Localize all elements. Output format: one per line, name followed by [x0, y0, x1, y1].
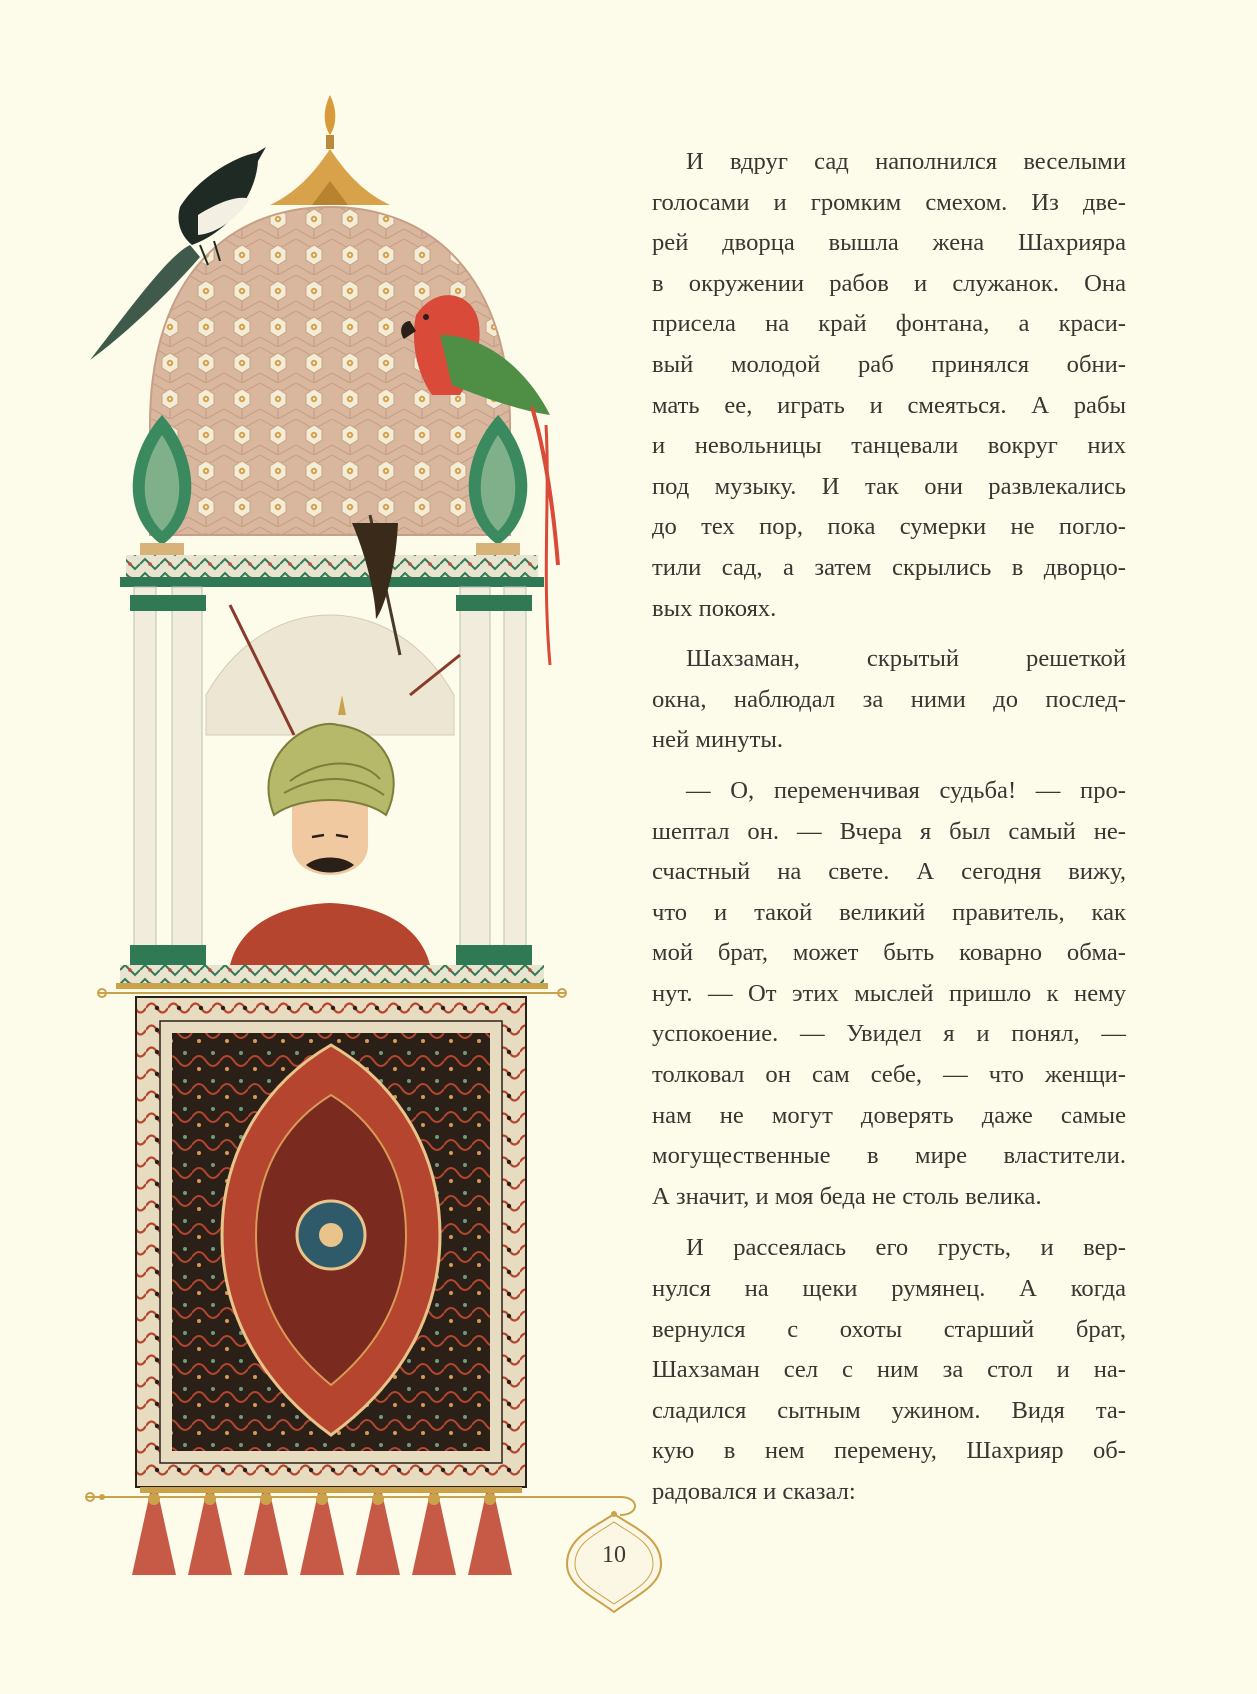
cornice-band — [120, 577, 544, 587]
text-line: сладился сытным ужином. Видя та- — [652, 1396, 1126, 1424]
text-line: И рассеялась его грусть, и вер- — [686, 1234, 1126, 1262]
text-line: успокоение. — Увидел я и понял, — — [652, 1020, 1126, 1048]
text-line: Шахзаман сел с ним за стол и на- — [652, 1356, 1126, 1384]
text-line: толковал он сам себе, — что женщи- — [652, 1061, 1126, 1089]
paragraph-4 — [652, 1228, 1126, 1512]
text-line: рей дворца вышла жена Шахрияра — [652, 229, 1126, 257]
text-line: радовался и сказал: — [652, 1478, 856, 1505]
sill-trim — [116, 983, 548, 989]
right-column — [456, 587, 532, 967]
paragraph-2 — [652, 639, 1126, 761]
text-line: Шахзаман, скрытый решеткой — [686, 645, 1126, 673]
text-line: мать ее, играть и смеяться. А рабы — [652, 391, 1126, 419]
text-line: присела на край фонтана, а краси- — [652, 310, 1126, 338]
carpet-tassels — [132, 1487, 522, 1575]
body-text — [652, 142, 1126, 1523]
palace-window-illustration — [80, 95, 640, 1615]
text-line: кую в нем перемену, Шахрияр об- — [652, 1437, 1126, 1465]
text-line: счастный на свете. А сегодня вижу, — [652, 858, 1126, 886]
text-line: вернулся с охоты старший брат, — [652, 1315, 1126, 1343]
text-line: тили сад, а затем скрылись в дворцо- — [652, 553, 1126, 581]
text-line: нулся на щеки румянец. А когда — [652, 1275, 1126, 1303]
text-line: нам не могут доверять даже самые — [652, 1101, 1126, 1129]
hanging-carpet — [136, 997, 526, 1487]
text-line: под музыку. И так они развлекались — [652, 472, 1126, 500]
upper-cornice — [126, 555, 538, 577]
text-line: И вдруг сад наполнился веселыми — [686, 148, 1126, 175]
paragraph-1 — [652, 142, 1126, 629]
text-line: А значит, и моя беда не столь велика. — [652, 1182, 1042, 1210]
text-line: — О, переменчивая судьба! — про- — [686, 776, 1126, 804]
page-number: 10 — [602, 1542, 626, 1568]
text-line: мой брат, может быть коварно обма- — [652, 939, 1126, 967]
text-line: могущественные в мире властители. — [652, 1142, 1126, 1170]
text-line: в окружении рабов и служанок. Она — [652, 269, 1126, 297]
text-line: нут. — От этих мыслей пришло к нему — [652, 979, 1126, 1007]
text-line: вых покоях. — [652, 594, 777, 622]
page-number-ornament — [563, 1508, 665, 1618]
text-line: шептал он. — Вчера я был самый не- — [652, 817, 1126, 845]
text-line: окна, наблюдал за ними до послед- — [652, 685, 1126, 713]
dome-finial — [270, 95, 390, 205]
text-line: голосами и громким смехом. Из две- — [652, 188, 1126, 216]
illustration — [80, 95, 640, 1615]
window-sill — [120, 965, 544, 983]
text-line: и невольницы танцевали вокруг них — [652, 432, 1126, 460]
text-line: ней минуты. — [652, 726, 783, 754]
text-line: что и такой великий правитель, как — [652, 898, 1126, 926]
text-line: вый молодой раб принялся обни- — [652, 350, 1126, 378]
gold-rule — [86, 1493, 635, 1515]
text-line: до тех пор, пока сумерки не погло- — [652, 513, 1126, 541]
left-column — [130, 587, 206, 967]
paragraph-3 — [652, 771, 1126, 1218]
